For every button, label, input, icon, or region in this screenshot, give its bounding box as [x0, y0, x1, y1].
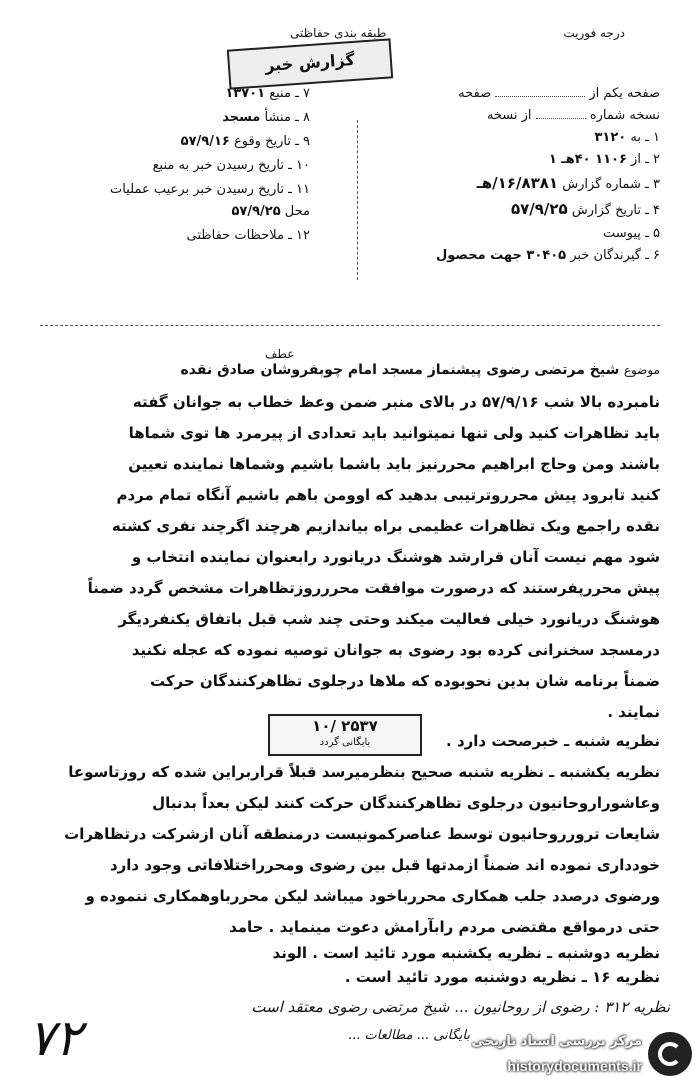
- body-line: درمسجد سخنرانی کرده بود رضوی به جوانان توصیه نموده که عجله نکنید: [131, 641, 660, 659]
- form-row: ۱ ـ به ۳۱۲۰: [594, 130, 660, 145]
- watermark-org: مرکز بررسی اسناد تاریخی: [471, 1034, 642, 1049]
- handwritten-note-2: بایگانی ... مطالعات ...: [347, 1028, 470, 1043]
- form-row: ۲ ـ از ۱۱۰۶ ۴۰هـ ۱: [548, 152, 660, 167]
- form-row: ۷ ـ منبع ۱۳۷۰۱: [225, 86, 310, 101]
- form-bottom-rule: [40, 325, 660, 326]
- form-row: ۶ ـ گیرندگان خبر ۳۰۴۰۵ جهت محصول: [435, 248, 660, 263]
- body-line: نمایند .: [607, 703, 660, 721]
- body-line: باید تظاهرات کنید ولی تنها نمیتوانید باید تعدادی از پیرمرد ها توی شماها: [128, 424, 660, 442]
- opinion-line: نظریه ۱۶ ـ نظریه دوشنبه مورد تائید است .: [344, 968, 660, 986]
- subject-line: موضوع شیخ مرتضی رضوی پیشنماز مسجد امام چوبفروشان صادق نقده: [180, 362, 660, 378]
- priority-label: درجه فوریت: [563, 26, 625, 40]
- archive-logo-icon: [648, 1032, 692, 1076]
- opinion-line: حتی درمواقع مقتضی مردم رابآرامش دعوت مینماید . حامد: [229, 918, 660, 936]
- stamp-number: ۱۰/ ۲۵۳۷: [312, 717, 378, 735]
- body-line: نقده راجمع ویک تظاهرات عظیمی براه بیاندازیم هرچند اگرچند نفری کشته: [111, 517, 660, 535]
- opinion-line: خودداری نموده اند ضمناً ازمدتها قبل بین رضوی ومحرراختلافاتی وجود دارد: [109, 856, 660, 874]
- form-row: ۱۰ ـ تاریخ رسیدن خبر به منبع: [152, 158, 310, 173]
- opinion-line: شایعات ترورروحانیون توسط عناصرکمونیست درمنطقه آنان ازشرکت درتظاهرات: [64, 825, 660, 843]
- form-row: ۴ ـ تاریخ گزارش ۵۷/۹/۲۵: [510, 200, 660, 218]
- form-row: ۹ ـ تاریخ وقوع ۵۷/۹/۱۶: [180, 134, 310, 149]
- body-line: کنید تابرود پیش محرروترتیبی بدهید که اوومن باهم باشیم آنگاه تمام مردم: [116, 486, 660, 504]
- handwritten-note-1: نظریه ۳۱۲ : رضوی از روحانیون ... شیخ مرتضی رضوی معتقد است: [251, 998, 670, 1016]
- opinion-line: نظریه دوشنبه ـ نظریه یکشنبه مورد تائید است . الوند: [272, 944, 660, 962]
- classification-label: طبقه بندی حفاظتی: [290, 26, 387, 40]
- form-row: نسخه شماره از نسخه: [486, 108, 660, 123]
- body-line: هوشنگ دریانورد خیلی فعالیت میکند وحتی چند شب قبل باتفاق یکنفردیگر: [118, 610, 660, 628]
- watermark-site: historydocuments.ir: [507, 1058, 642, 1074]
- body-line: ضمناً برنامه شان بدین نحوبوده که ملاها درجلوی تظاهرکنندگان حرکت: [149, 672, 660, 690]
- form-row: ۵ ـ پیوست: [603, 226, 660, 241]
- body-line: نامبرده بالا شب ۵۷/۹/۱۶ در بالای منبر ضمن وعظ خطاب به جوانان گفته: [132, 393, 660, 411]
- form-row: ۸ ـ منشأ مسجد: [222, 110, 310, 125]
- subject-annotation: عطف: [265, 347, 295, 361]
- body-line: باشند ومن وحاج ابراهیم محررنیز باید باشما باشیم وشماها نماینده تعیین: [128, 455, 660, 473]
- form-divider: [357, 120, 358, 280]
- form-left-column: [30, 86, 310, 252]
- report-title: گزارش خبر: [264, 49, 356, 76]
- form-row: ۱۲ ـ ملاحظات حفاظتی: [186, 228, 310, 243]
- opinion-line: نظریه یکشنبه ـ نظریه شنبه صحیح بنظرمیرسد قبلاً قراربراین شده که روزتاسوعا: [68, 763, 660, 781]
- opinion-line: وعاشوراروحانیون درجلوی تظاهرکنندگان حرکت کنند لیکن بعداً بدنبال: [152, 794, 660, 812]
- form-row: ۱۱ ـ تاریخ رسیدن خبر برعیب عملیات: [110, 182, 310, 197]
- form-row: محل ۵۷/۹/۲۵: [231, 204, 310, 219]
- stamp-caption: بایگانی گردد: [319, 737, 371, 748]
- page-number: ۷۲: [28, 1009, 82, 1067]
- watermark: [462, 1030, 692, 1084]
- form-right-column: [350, 86, 660, 270]
- opinion-line: نظریه شنبه ـ خبرصحت دارد .: [446, 732, 660, 750]
- body-line: شود مهم نیست آنان قرارشد هوشنگ دریانورد رابعنوان نماینده انتخاب و: [131, 548, 660, 566]
- form-row: ۳ ـ شماره گزارش ۱۶/۸۳۸۱/هـ: [476, 174, 660, 192]
- form-row: صفحه یکم از صفحه: [458, 86, 660, 101]
- body-line: پیش محررپفرستند که درصورت موافقت محررروزتظاهرات مشخص گردد ضمناً: [87, 579, 660, 597]
- report-title-stamp: [227, 38, 393, 89]
- opinion-line: ورضوی درصدد جلب همکاری محررباخود میباشد لیکن محررباوهمکاری ننموده و: [85, 887, 660, 905]
